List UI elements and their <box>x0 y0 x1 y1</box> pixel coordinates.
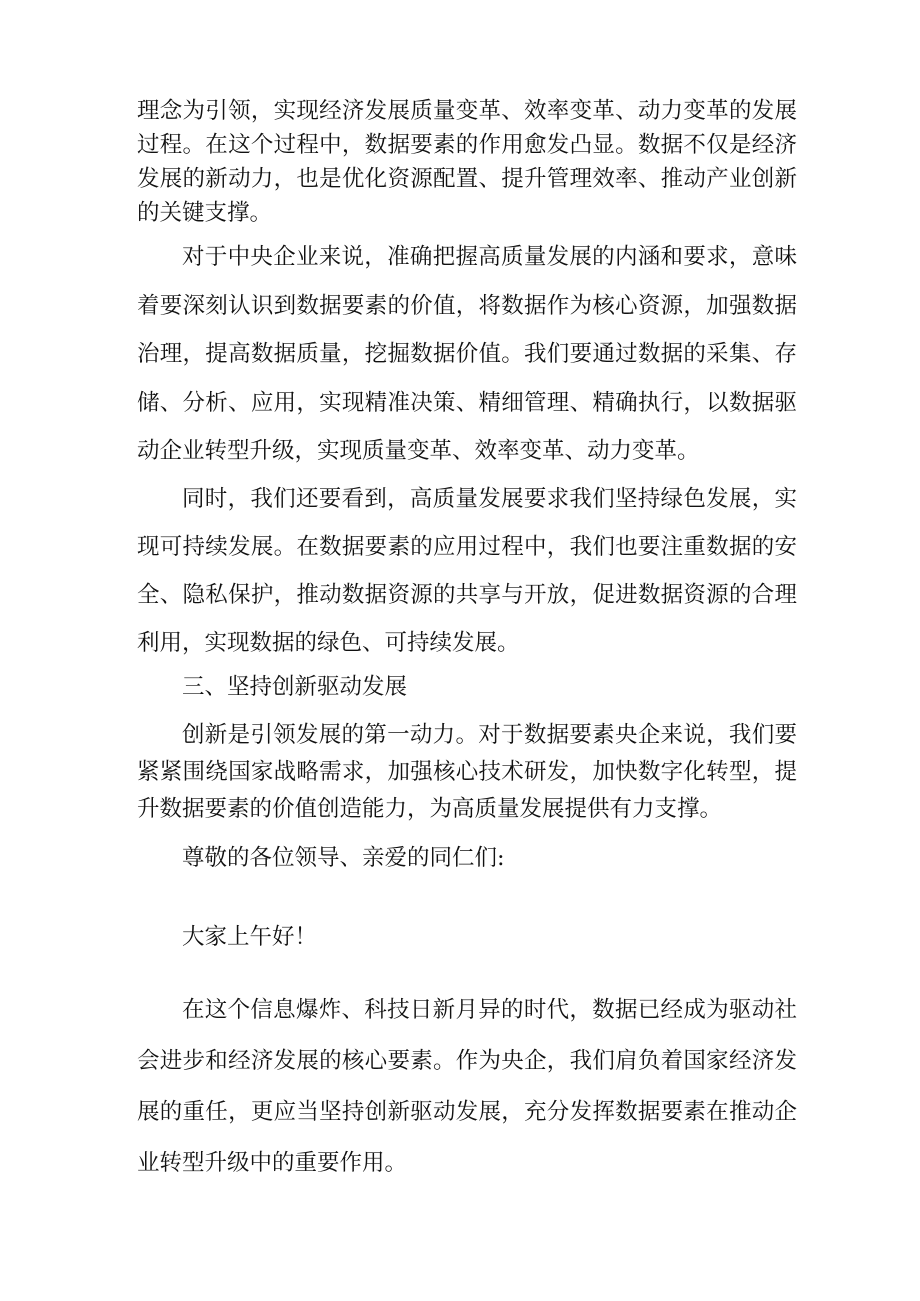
greeting: 大家上午好！ <box>182 924 318 950</box>
body-paragraph-3: 同时，我们还要看到，高质量发展要求我们坚持绿色发展，实现可持续发展。在数据要素的应用过程中，我们也要注重数据的安全、隐私保护，推动数据资源的共享与开放，促进数据资源的合理利用，实现数据的绿色、可持续发展。 <box>137 486 797 656</box>
body-paragraph-2: 对于中央企业来说，准确把握高质量发展的内涵和要求，意味着要深刻认识到数据要素的价值，将数据作为核心资源，加强数据治理，提高数据质量，挖掘数据价值。我们要通过数据的采集、存储、分析、应用，实现精准决策、精细管理、精确执行，以数据驱动企业转型升级，实现质量变革、效率变革、动力变革。 <box>137 244 797 464</box>
body-paragraph-4: 创新是引领发展的第一动力。对于数据要素央企来说，我们要紧紧围绕国家战略需求，加强核心技术研发，加快数字化转型，提升数据要素的价值创造能力，为高质量发展提供有力支撑。 <box>137 722 797 822</box>
salutation: 尊敬的各位领导、亲爱的同仁们: <box>182 845 505 871</box>
body-paragraph-5: 在这个信息爆炸、科技日新月异的时代，数据已经成为驱动社会进步和经济发展的核心要素。作为央企，我们肩负着国家经济发展的重任，更应当坚持创新驱动发展，充分发挥数据要素在推动企业转型升级中的重要作用。 <box>137 997 797 1176</box>
section-heading: 三、坚持创新驱动发展 <box>182 674 408 700</box>
body-paragraph-1: 理念为引领，实现经济发展质量变革、效率变革、动力变革的发展过程。在这个过程中，数据要素的作用愈发凸显。数据不仅是经济发展的新动力，也是优化资源配置、提升管理效率、推动产业创新的关键支撑。 <box>137 98 797 226</box>
